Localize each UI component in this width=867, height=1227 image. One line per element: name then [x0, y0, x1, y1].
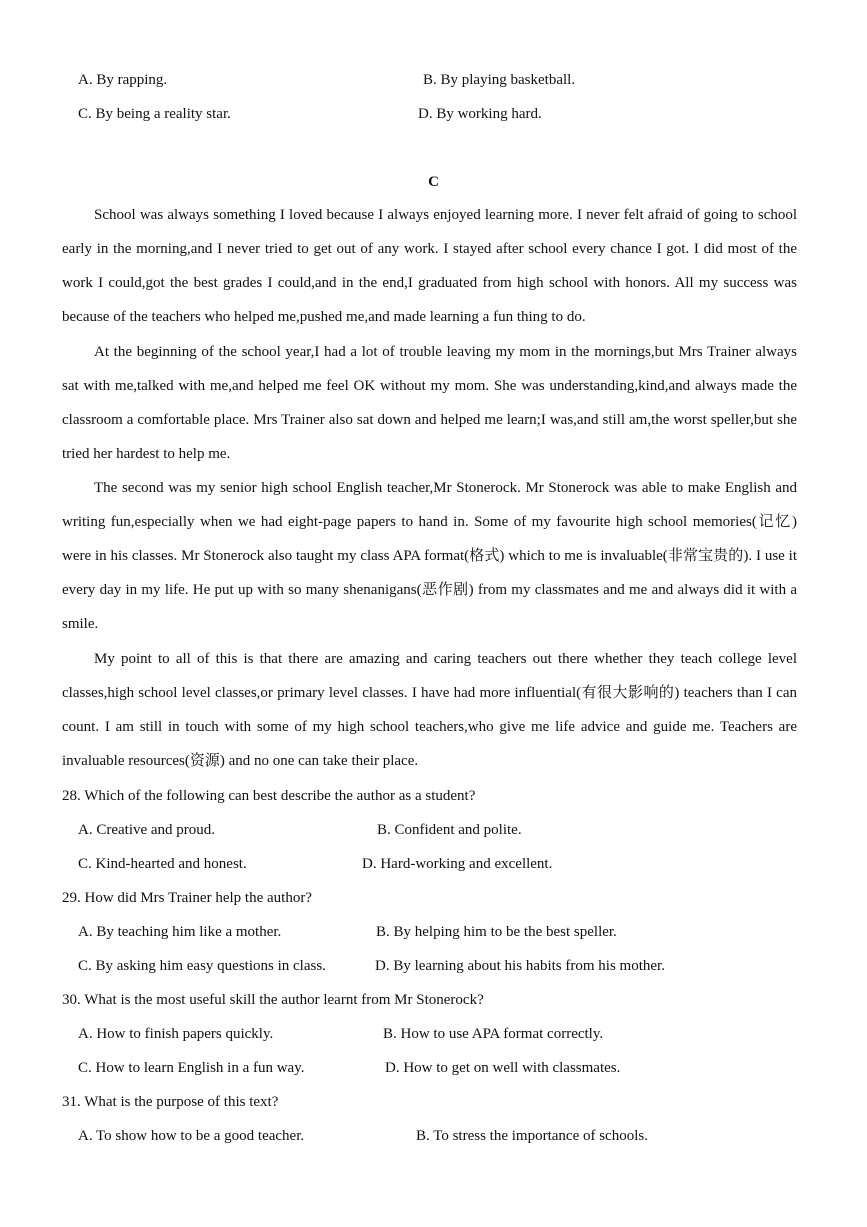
question-29-option-c[interactable]: C. By asking him easy questions in class. — [78, 958, 326, 974]
question-31-option-a[interactable]: A. To show how to be a good teacher. — [78, 1128, 305, 1144]
question-28-option-a[interactable]: A. Creative and proud. — [78, 822, 216, 838]
question-30-option-c[interactable]: C. How to learn English in a fun way. — [78, 1060, 305, 1076]
question-28-stem: 28. Which of the following can best describe the author as a student? — [62, 788, 476, 804]
question-29-option-d[interactable]: D. By learning about his habits from his mother. — [375, 958, 665, 974]
prev-question-option-c[interactable]: C. By being a reality star. — [78, 106, 231, 122]
question-28-option-c[interactable]: C. Kind-hearted and honest. — [78, 856, 247, 872]
question-30-stem: 30. What is the most useful skill the author learnt from Mr Stonerock? — [62, 992, 484, 1008]
prev-question-option-b[interactable]: B. By playing basketball. — [423, 72, 576, 88]
question-29-stem: 29. How did Mrs Trainer help the author? — [62, 890, 312, 906]
question-30-option-b[interactable]: B. How to use APA format correctly. — [383, 1026, 604, 1042]
passage-paragraph-4: My point to all of this is that there are amazing and caring teachers out there whether they teach college level classes,high school level classes,or primary level classes. I have had more influential(有很大影响的) teachers than I can count. I am still in touch with some of my high school teachers,who give me life advice and guide me. Teachers are invaluable resources(资源) and no one can take their place. — [62, 651, 797, 769]
question-31-stem: 31. What is the purpose of this text? — [62, 1094, 279, 1110]
passage-paragraph-2: At the beginning of the school year,I had a lot of trouble leaving my mom in the mornings,but Mrs Trainer always sat with me,talked with me,and helped me feel OK without my mom. She was understanding,kind,and always made the classroom a comfortable place. Mrs Trainer also sat down and helped me learn;I was,and still am,the worst speller,but she tried her hardest to help me. — [62, 344, 797, 462]
question-30-option-d[interactable]: D. How to get on well with classmates. — [385, 1060, 621, 1076]
question-31-option-b[interactable]: B. To stress the importance of schools. — [416, 1128, 648, 1144]
question-30-option-a[interactable]: A. How to finish papers quickly. — [78, 1026, 274, 1042]
question-29-option-a[interactable]: A. By teaching him like a mother. — [78, 924, 282, 940]
question-28-option-d[interactable]: D. Hard-working and excellent. — [362, 856, 553, 872]
passage-paragraph-3: The second was my senior high school English teacher,Mr Stonerock. Mr Stonerock was able to make English and writing fun,especially when we had eight-page papers to hand in. Some of my favourite high school memories(记忆) were in his classes. Mr Stonerock also taught my class APA format(格式) which to me is invaluable(非常宝贵的). I use it every day in my life. He put up with so many shenanigans(恶作剧) from my classmates and me and always did it with a smile. — [62, 480, 797, 632]
question-29-option-b[interactable]: B. By helping him to be the best speller. — [376, 924, 617, 940]
section-title: C — [428, 174, 439, 190]
question-28-option-b[interactable]: B. Confident and polite. — [377, 822, 522, 838]
passage-paragraph-1: School was always something I loved because I always enjoyed learning more. I never felt afraid of going to school early in the morning,and I never tried to get out of any work. I stayed after school every chance I got. I did most of the work I could,got the best grades I could,and in the end,I graduated from high school with honors. All my success was because of the teachers who helped me,pushed me,and made learning a fun thing to do. — [62, 207, 797, 325]
prev-question-option-d[interactable]: D. By working hard. — [418, 106, 542, 122]
prev-question-option-a[interactable]: A. By rapping. — [78, 72, 168, 88]
